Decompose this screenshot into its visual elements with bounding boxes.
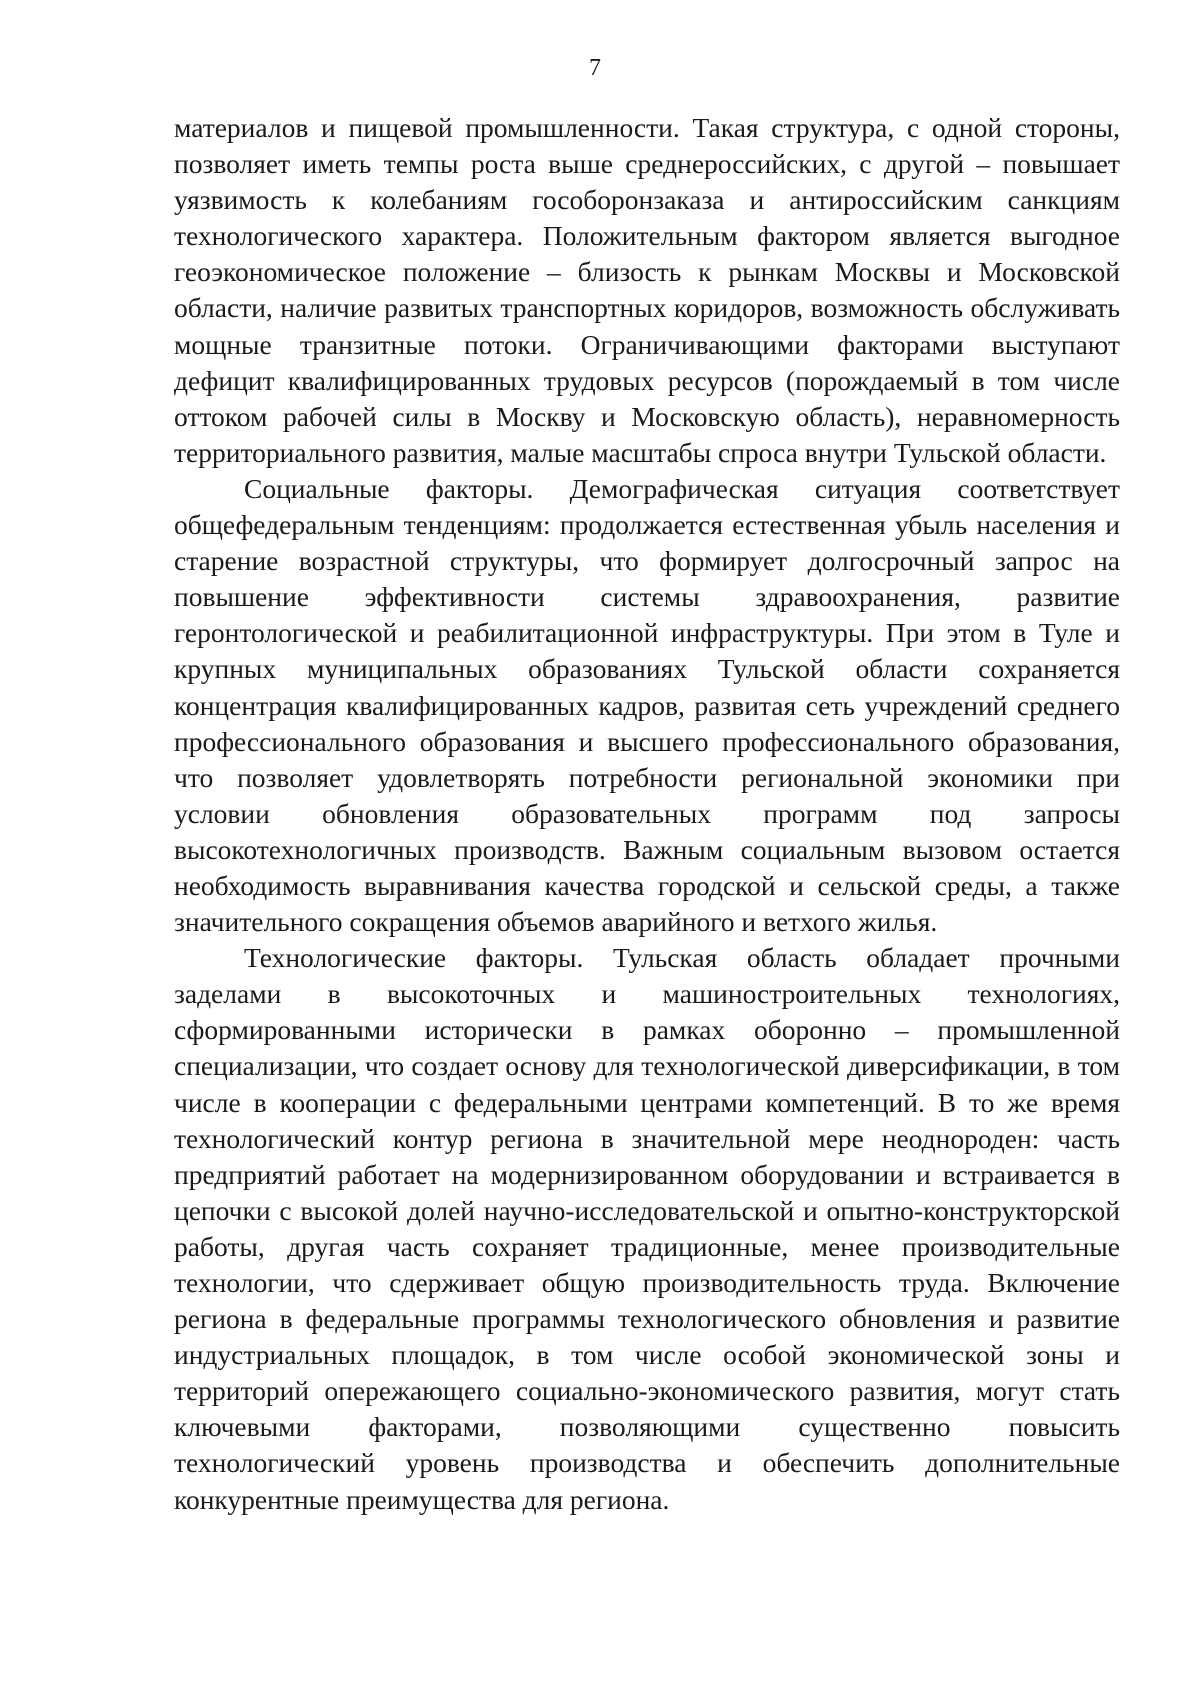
paragraph-economic-factors-continuation: материалов и пищевой промышленности. Такая структура, с одной стороны, позволяет иметь темпы роста выше среднероссийских, с другой – повышает уязвимость к колебаниям гособоронзаказа и антироссийским санкциям технологического характера. Положительным фактором является выгодное геоэкономическое положение – близость к рынкам Москвы и Московской области, наличие развитых транспортных коридоров, возможность обслуживать мощные транзитные потоки. Ограничивающими факторами выступают дефицит квалифицированных трудовых ресурсов (порождаемый в том числе оттоком рабочей силы в Москву и Московскую область), неравномерность территориального развития, малые масштабы спроса внутри Тульской области. — [174, 112, 1120, 468]
body-text — [174, 110, 1120, 1518]
paragraph-technological-factors: Технологические факторы. Тульская область обладает прочными заделами в высокоточных и машиностроительных технологиях, сформированными исторически в рамках оборонно – промышленной специализации, что создает основу для технологической диверсификации, в том числе в кооперации с федеральными центрами компетенций. В то же время технологический контур региона в значительной мере неоднороден: часть предприятий работает на модернизированном оборудовании и встраивается в цепочки с высокой долей научно-исследовательской и опытно-конструкторской работы, другая часть сохраняет традиционные, менее производительные технологии, что сдерживает общую производительность труда. Включение региона в федеральные программы технологического обновления и развитие индустриальных площадок, в том числе особой экономической зоны и территорий опережающего социально-экономического развития, могут стать ключевыми факторами, позволяющими существенно повысить технологический уровень производства и обеспечить дополнительные конкурентные преимущества для региона. — [174, 942, 1120, 1515]
paragraph-social-factors: Социальные факторы. Демографическая ситуация соответствует общефедеральным тенденциям: продолжается естественная убыль населения и старение возрастной структуры, что формирует долгосрочный запрос на повышение эффективности системы здравоохранения, развитие геронтологической и реабилитационной инфраструктуры. При этом в Туле и крупных муниципальных образованиях Тульской области сохраняется концентрация квалифицированных кадров, развитая сеть учреждений среднего профессионального образования и высшего профессионального образования, что позволяет удовлетворять потребности региональной экономики при условии обновления образовательных программ под запросы высокотехнологичных производств. Важным социальным вызовом остается необходимость выравнивания качества городской и сельской среды, а также значительного сокращения объемов аварийного и ветхого жилья. — [174, 472, 1120, 938]
page-number: 7 — [589, 55, 601, 81]
